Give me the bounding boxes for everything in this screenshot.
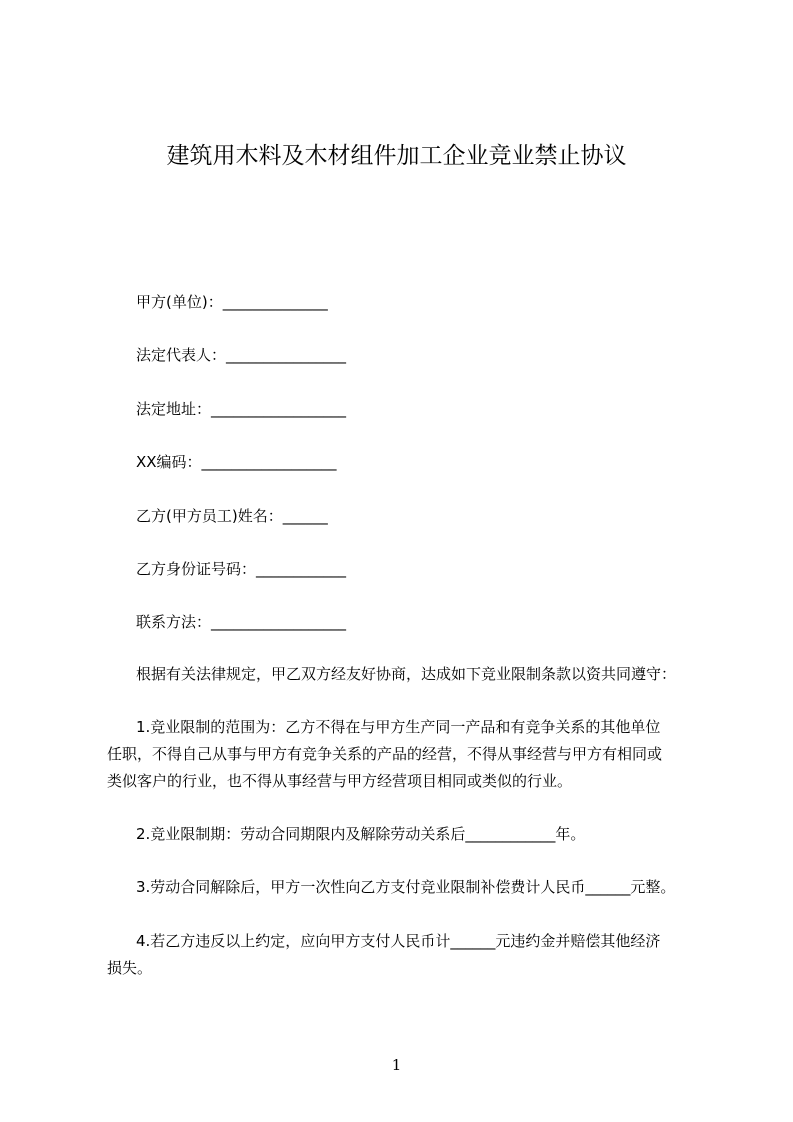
clause-4-line-1: 4.若乙方违反以上约定，应向甲方支付人民币计______元违约金并赔偿其他经济 <box>136 932 661 950</box>
field-party-a-unit: 甲方(单位)：______________ <box>136 293 328 311</box>
clause-1-line-1: 1.竞业限制的范围为：乙方不得在与甲方生产同一产品和有竞争关系的其他单位 <box>136 718 661 736</box>
clause-1-line-3: 类似客户的行业，也不得从事经营与甲方经营项目相同或类似的行业。 <box>107 772 573 790</box>
preamble-paragraph: 根据有关法律规定，甲乙双方经友好协商，达成如下竞业限制条款以资共同遵守： <box>136 665 677 683</box>
clause-1-line-2: 任职，不得自己从事与甲方有竞争关系的产品的经营，不得从事经营与甲方有相同或 <box>107 745 663 763</box>
clause-3: 3.劳动合同解除后，甲方一次性向乙方支付竞业限制补偿费计人民币______元整。 <box>136 878 676 896</box>
clause-4-line-2: 损失。 <box>107 959 153 977</box>
field-party-b-name: 乙方(甲方员工)姓名：______ <box>136 507 328 525</box>
field-party-b-id-number: 乙方身份证号码：____________ <box>136 560 347 578</box>
field-contact: 联系方法：__________________ <box>136 613 347 631</box>
page-number: 1 <box>391 1056 402 1074</box>
field-legal-address: 法定地址：__________________ <box>136 400 347 418</box>
clause-2: 2.竞业限制期：劳动合同期限内及解除劳动关系后____________年。 <box>136 825 586 843</box>
field-code: XX编码：__________________ <box>136 453 337 471</box>
document-title: 建筑用木料及木材组件加工企业竞业禁止协议 <box>166 143 627 169</box>
field-legal-representative: 法定代表人：________________ <box>136 346 347 364</box>
